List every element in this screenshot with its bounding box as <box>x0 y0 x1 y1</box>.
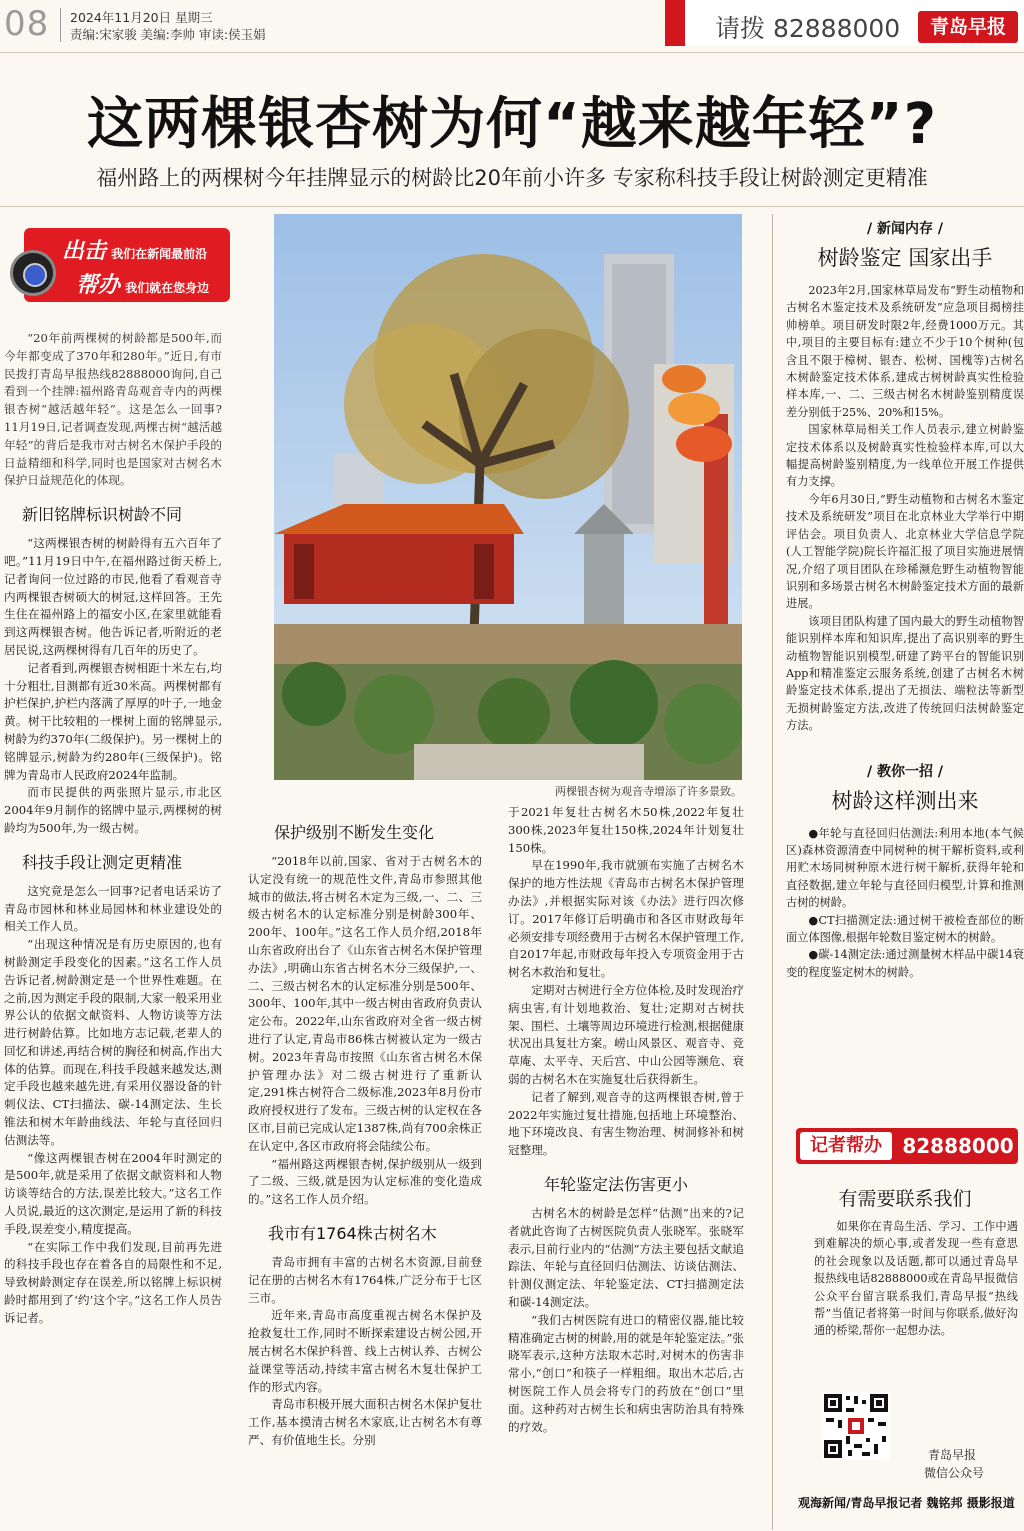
col1-paragraph: “出现这种情况是有历史原因的,也有树龄测定手段变化的因素。”这名工作人员告诉记者,树龄测定是一个世界性难题。在之前,因为测定手段的限制,大家一般采用业界公认的依据文献资料、人物访谈等方法进行树龄估算。比如地方志记载,老辈人的回忆和讲述,再结合树的胸径和树高,作出大体的估算。而现在,科技手段越来越发达,测定手段也越来越先进,有采用仪器设备的针刺仪法、CT扫描法、碳-14测定法、生长锥法和树木年龄曲线法、年轮与直径回归估测法等。 <box>4 937 222 1147</box>
column-badge <box>24 228 230 302</box>
tip-tag-text: 教你一招 <box>877 763 933 780</box>
subhead-new-old-plates: 新旧铭牌标识树龄不同 <box>22 505 183 525</box>
col2-paragraph: 近年来,青岛市高度重视古树名木保护及抢救复壮工作,同时不断探索建设古树公园,开展古树名木保护科普、线上古树认养、古树公益课堂等活动,持续丰富古树名木复壮保护工作的形式内容。 <box>248 1308 482 1394</box>
tip-paragraph: ●CT扫描测定法:通过树干被检查部位的断面立体图像,根据年轮数目鉴定树木的树龄。 <box>786 913 1024 944</box>
ginkgo-photo-illustration <box>274 214 742 780</box>
col3-paragraph: “我们古树医院有进口的精密仪器,能比较精准确定古树的树龄,用的就是年轮鉴定法。”张晓军表示,这种方法取木芯时,对树木的伤害非常小,“创口”和筷子一样粗细。取出木芯后,古树医院工作人员会将专门的药放在“创口”里面。这种药对古树生长和病虫害防治具有特殊的疗效。 <box>508 1312 744 1434</box>
tip-section-title: 树龄这样测出来 <box>831 788 979 813</box>
subheadline: 福州路上的两棵树今年挂牌显示的树龄比20年前小许多 专家称科技手段让树龄测定更精准 <box>96 166 928 190</box>
col3-paragraph: 早在1990年,我市就颁布实施了古树名木保护的地方性法规《青岛市古树名木保护管理办法》,并根据实际对该《办法》进行四次修订。2017年修订后明确市和各区市财政每年必须安排专项经费用于古树名木保护管理工作,自2017年起,市财政每年投入专项资金用于古树名木救治和复壮。 <box>508 858 744 980</box>
news-tag-text: 新闻内存 <box>877 221 933 237</box>
camera-lens-icon <box>10 250 56 296</box>
subhead-1764-trees: 我市有1764株古树名木 <box>268 1223 437 1243</box>
sidebar-paragraph: 今年6月30日,“野生动植物和古树名木鉴定技术及系统研发”项目在北京林业大学举行中期评估会。项目负责人、北京林业大学信息学院(人工智能学院)院长许福汇报了项目实施进展情况,介绍了项目团队在珍稀濒危野生动植物智能识别和多场景古树名木树龄鉴定技术方面的最新进展。 <box>786 492 1024 611</box>
col3-paragraph: 古树名木的树龄是怎样“估测”出来的?记者就此咨询了古树医院负责人张晓军。张晓军表示,目前行业内的“估测”方法主要包括文献追踪法、年轮与直径回归估测法、访谈估测法、针测仪测定法、年轮鉴定法、CT扫描测定法和碳-14测定法。 <box>508 1205 744 1309</box>
qr-label-wechat: 微信公众号 <box>924 1466 985 1480</box>
news-section-tag: / 新闻内存 / <box>867 221 943 237</box>
sidebar-divider <box>772 214 773 1530</box>
byline: 观海新闻/青岛早报记者 魏铭邦 摄影报道 <box>798 1496 1015 1510</box>
brand-logo <box>918 11 1018 43</box>
header-rule <box>0 52 1024 53</box>
col2-paragraph: 青岛市积极开展大面积古树名木保护复壮工作,基本摸清古树名木家底,让古树名木有尊严、有价值地生长。分别 <box>248 1397 482 1447</box>
column-3 <box>508 804 744 1530</box>
badge-small-1: 我们在新闻最前沿 <box>111 247 208 261</box>
staff-credits: 责编:宋家骏 美编:李帅 审读:侯玉娟 <box>70 27 266 42</box>
hotline-text: 请拨 82888000 <box>715 14 901 43</box>
col1-paragraph: 这究竟是怎么一回事?记者电话采访了青岛市园林和林业局园林和林业建设处的相关工作人员。 <box>4 883 222 934</box>
sidebar-paragraph: 国家林草局相关工作人员表示,建立树龄鉴定技术体系以及树龄真实性检验样本库,可以大幅提高树龄鉴别精度,为一线单位开展工作提供有力支撑。 <box>786 423 1024 489</box>
headline: 这两棵银杏树为何“越来越年轻”? <box>86 92 938 157</box>
col3-paragraph: 于2021年复壮古树名木50株,2022年复壮300株,2023年复壮150株,2024年计划复壮150株。 <box>508 805 744 855</box>
sidebar-paragraph: 该项目团队构建了国内最大的野生动植物智能识别样本库和知识库,提出了高识别率的野生动植物智能识别模型,研建了跨平台的智能识别App和精准鉴定云服务系统,创建了古树名木树龄鉴定技术体系,提出了无损法、端粒法等新型无损树龄鉴定方法,改进了传统回归法树龄鉴定方法。 <box>786 614 1024 733</box>
subhead-technology: 科技手段让测定更精准 <box>22 852 183 872</box>
contact-title: 有需要联系我们 <box>838 1188 972 1210</box>
column-2 <box>248 812 482 1530</box>
brand-logo-text: 青岛早报 <box>929 16 1006 38</box>
subhead-protection-level: 保护级别不断发生变化 <box>274 823 435 842</box>
issue-date: 2024年11月20日 星期三 <box>70 10 213 25</box>
column-1 <box>4 330 222 1530</box>
tip-section-tag: / 教你一招 / <box>867 763 943 780</box>
sidebar-paragraph: 2023年2月,国家林草局发布“野生动植物和古树名木鉴定技术及系统研发”应急项目揭榜挂帅榜单。项目研发时限2年,经费1000万元。其中,项目的主要目标有:建立不少于10个树种(包含且不限于樟树、银杏、松树、国槐等)古树名木树龄鉴定技术体系,建成古树树龄真实性检验样本库,一、二、三级古树名木树龄鉴别精度误差分别低于25%、20%和15%。 <box>786 284 1024 419</box>
contact-block <box>814 1218 1018 1340</box>
col1-paragraph: 记者看到,两棵银杏树相距十米左右,均十分粗壮,目测都有近30米高。两棵树都有护栏保护,护栏内落满了厚厚的叶子,一地金黄。树干比较粗的一棵树上面的铭牌显示,树龄为约370年(二级保护)。另一棵树上的铭牌显示,树龄为约280年(三级保护)。铭牌为青岛市人民政府2024年监制。 <box>4 660 222 782</box>
qr-code[interactable] <box>822 1392 890 1460</box>
col1-paragraph: “像这两棵银杏树在2004年时测定的是500年,就是采用了依据文献资料和人物访谈等结合的方法,误差比较大。”这名工作人员说,最近的这次测定,是运用了新的科技手段,误差变小,精度提高。 <box>4 1150 222 1236</box>
photo-caption: 两棵银杏树为观音寺增添了许多景致。 <box>555 785 742 798</box>
banner-hotline-number: 82888000 <box>902 1134 1014 1158</box>
banner-left-label: 记者帮办 <box>800 1132 892 1160</box>
ginkgo-photo <box>274 214 742 780</box>
news-section-title: 树龄鉴定 国家出手 <box>817 246 993 270</box>
badge-big-2: 帮办 <box>76 272 121 298</box>
badge-small-2: 我们就在您身边 <box>125 281 210 295</box>
col2-paragraph: “福州路这两棵银杏树,保护级别从一级到了二级、三级,就是因为认定标准的变化造成的。”这名工作人员介绍。 <box>248 1156 482 1207</box>
col1-paragraph: “在实际工作中我们发现,目前再先进的科技手段也存在着各自的局限性和不足,导致树龄测定存在误差,所以铭牌上标识树龄时都用到了‘约’这个字。”这名工作人员告诉记者。 <box>4 1239 222 1325</box>
reporter-help-banner <box>796 1128 1018 1164</box>
contact-paragraph: 如果你在青岛生活、学习、工作中遇到难解决的烦心事,或者发现一些有意思的社会现象以及话题,都可以通过青岛早报热线电话82888000或在青岛早报微信公众平台留言联系我们,青岛早报“热线帮”当值记者将第一时间与你联系,做好沟通的桥梁,帮你一起想办法。 <box>814 1220 1018 1338</box>
header-divider <box>60 8 61 42</box>
badge-big-1: 出击 <box>62 238 107 264</box>
col1-paragraph: “这两棵银杏树的树龄得有五六百年了吧。”11月19日中午,在福州路过街天桥上,记者询问一位过路的市民,他看了看观音寺内两棵银杏树硕大的树冠,这样回答。王先生住在福州路上的福安小区,在家里就能看到这两棵银杏树。他告诉记者,听附近的老居民说,这两棵树得有几百年的历史了。 <box>4 536 222 657</box>
col3-paragraph: 定期对古树进行全方位体检,及时发现治疗病虫害,有计划地救治、复壮;定期对古树扶架、围栏、土壤等周边环境进行检测,根据健康状况出具复壮方案。崂山风景区、观音寺、竞草庵、太平寺、天后宫、中山公园等濒危、衰弱的古树名木在实施复壮后获得新生。 <box>508 982 744 1086</box>
qr-label-brand: 青岛早报 <box>928 1448 977 1462</box>
tip-paragraph: ●碳-14测定法:通过测量树木样品中碳14衰变的程度鉴定树木的树龄。 <box>786 948 1024 979</box>
article-intro: “20年前两棵树的树龄都是500年,而今年都变成了370年和280年。”近日,有市民拨打青岛早报热线82888000询问,自己看到一个挂牌:福州路青岛观音寺内的两棵银杏树“越活越年轻”。这是怎么一回事?11月19日,记者调查发现,两棵古树“越活越年轻”的背后是我市对古树名木保护手段的日益精细和科学,同时也是国家对古树名木保护日益规范化的体现。 <box>4 331 222 488</box>
col2-paragraph: “2018年以前,国家、省对于古树名木的认定没有统一的规范性文件,青岛市参照其他城市的做法,将古树名木定为三级,一、二、三级古树名木的认定标准分别是树龄300年、200年、100年。”这名工作人员介绍,2018年山东省政府出台了《山东省古树名木保护管理办法》,明确山东省古树名木分三级保护,一、二、三级古树名木的认定标准分别是500年、300年、100年,其中一级古树由省政府负责认定公布。2022年,山东省政府对全省一级古树进行了认定,青岛市86株古树被认定为一级古树。2023年青岛市按照《山东省古树名木保护管理办法》对二级古树进行了重新认定,291株古树符合二级标准,2023年8月份市政府授权进行了发布。三级古树的认定权在各区市,目前已完成认定1387株,尚有700余株正在认定中,各区市政府将会陆续公布。 <box>248 854 482 1153</box>
col2-paragraph: 青岛市拥有丰富的古树名木资源,目前登记在册的古树名木有1764株,广泛分布于七区三市。 <box>248 1254 482 1305</box>
col3-paragraph: 记者了解到,观音寺的这两棵银杏树,曾于2022年实施过复壮措施,包括地上环境整治、地下环境改良、有害生物治理、树洞修补和树冠整理。 <box>508 1089 744 1158</box>
subhead-ring-method: 年轮鉴定法伤害更小 <box>544 1174 689 1194</box>
headline-rule <box>0 206 1024 207</box>
col1-paragraph: 而市民提供的两张照片显示,市北区2004年9月制作的铭牌中显示,两棵树的树龄均为500年,为一级古树。 <box>4 785 222 835</box>
tip-paragraph: ●年轮与直径回归估测法:利用本地(本气候区)森林资源清查中同树种的树干解析资料,或利用贮木场同树种原木进行树干解析,获得年轮和直径数据,建立年轮与直径回归模型,计算和推测古树的树龄。 <box>786 826 1024 910</box>
page-number: 08 <box>4 4 50 44</box>
qr-code-image <box>822 1392 890 1460</box>
